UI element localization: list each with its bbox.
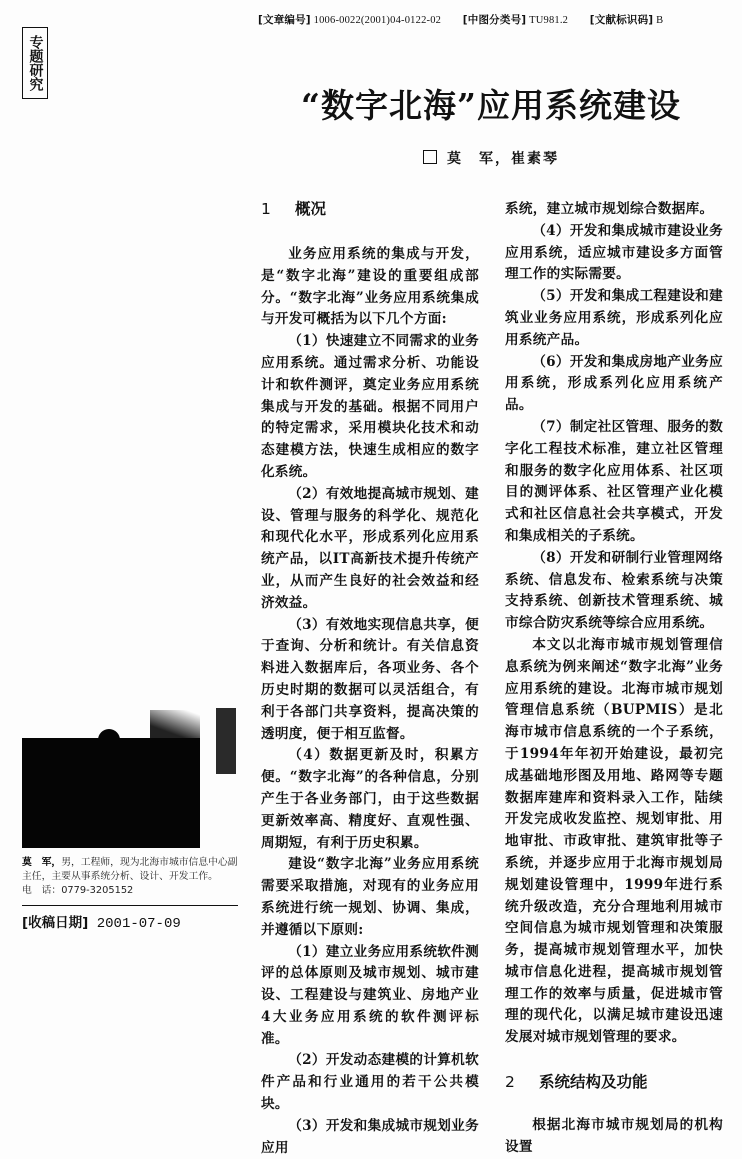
article-number: 1006-0022(2001)04-0122-02	[313, 15, 442, 26]
paragraph: 建设“数字北海”业务应用系统需要采取措施，对现有的业务应用系统进行统一规划、协调、集成，并遵循以下原则:	[261, 856, 479, 938]
paragraph: （4）数据更新及时，积累方便。“数字北海”的各种信息，分别产生于各业务部门，由于这些数据更新效率高、精度好、直观性强、周期短，有利于历史积累。	[261, 747, 479, 851]
document-code-label: [文献标识码]	[589, 14, 654, 26]
bio-text: 男，工程师，现为北海市城市信息中心副主任，主要从事系统分析、设计、开发工作。	[22, 857, 238, 882]
author-photo	[22, 738, 200, 848]
paragraph: （3）开发和集成城市规划业务应用	[261, 1117, 479, 1156]
section-heading	[261, 198, 479, 220]
paragraph: 系统，建立城市规划综合数据库。	[505, 201, 714, 217]
authors: 莫 军，崔素琴	[447, 151, 559, 167]
paragraph: （3）有效地实现信息共享，便于查询、分析和统计。有关信息资料进入数据库后，各项业务、各个历史时期的数据可以灵活组合，有利于各部门共享资料，提高决策的透明度，便于相互监督。	[261, 616, 479, 742]
author-box-icon	[423, 150, 437, 164]
paragraph: 根据北海市城市规划局的机构设置	[505, 1117, 723, 1155]
author-bio	[22, 856, 240, 898]
spacer	[505, 1049, 723, 1071]
section-title: 系统结构及功能	[539, 1073, 648, 1092]
paragraph: 业务应用系统的集成与开发，是“数字北海”建设的重要组成部分。“数字北海”业务应用系统集成与开发可概括为以下几个方面:	[261, 246, 479, 328]
column-tag: 专题研究	[22, 27, 48, 99]
document-code: B	[656, 15, 664, 26]
article-title: “数字北海”应用系统建设	[301, 86, 681, 125]
paragraph: （2）开发动态建模的计算机软件产品和行业通用的若干公共模块。	[261, 1052, 479, 1113]
section-heading	[505, 1071, 723, 1093]
article-metadata	[258, 12, 728, 27]
column-right	[505, 199, 723, 1159]
paragraph: （1）快速建立不同需求的业务应用系统。通过需求分析、功能设计和软件测评，奠定业务应用系统集成与开发的基础。根据不同用户的特定需求，采用模块化技术和动态建模方法，快速生成相应的数字化系统。	[261, 333, 479, 480]
section-number: 1	[261, 200, 271, 218]
article-number-label: [文章编号]	[258, 14, 311, 26]
spacer	[261, 220, 479, 244]
paragraph: （4）开发和集成城市建设业务应用系统，适应城市建设多方面管理工作的实际需要。	[505, 222, 723, 283]
received-date-label: [收稿日期]	[22, 915, 89, 931]
paragraph: （1）建立业务应用系统软件测评的总体原则及城市规划、城市建设、工程建设与建筑业、房地产业4大业务应用系统的软件测评标准。	[261, 943, 479, 1047]
author-photo-edge	[150, 710, 200, 740]
spacer	[505, 1093, 723, 1115]
photo-side-block	[216, 708, 236, 774]
paragraph: 本文以北海市城市规划管理信息系统为例来阐述“数字北海”业务应用系统的建设。北海市城市规划管理信息系统（BUPMIS）是北海市城市信息系统的一个子系统，于1994年年初开始建设，最初完成基础地形图及用地、路网等专题数据库建库和资料录入工作，陆续开发完成收发监控、规划审批、用地审批、市政审批、建筑审批等子系统，并逐步应用于北海市规划局规划建设管理中，1999年进行系统升级改造，充分合理地利用城市空间信息为城市规划管理和决策服务，提高城市规划管理水平，加快城市信息化进程，提高城市规划管理工作的效率与质量，促进城市管理的现代化，以满足城市建设迅速发展对城市规划管理的要求。	[505, 636, 723, 1046]
paragraph: （7）制定社区管理、服务的数字化工程技术标准，建立社区管理和服务的数字化应用体系、社区项目的测评体系、社区管理产业化模式和社区信息社会共享模式，开发和集成相关的子系统。	[505, 418, 723, 544]
paragraph: （2）有效地提高城市规划、建设、管理与服务的科学化、规范化和现代化水平，形成系列化应用系统产品，以IT高新技术提升传统产业，从而产生良好的社会效益和经济效益。	[261, 485, 479, 611]
paragraph: （6）开发和集成房地产业务应用系统，形成系列化应用系统产品。	[505, 353, 723, 414]
section-title: 概况	[295, 200, 327, 218]
bio-name: 莫 军，	[22, 857, 62, 868]
paragraph: （5）开发和集成工程建设和建筑业业务应用系统，形成系列化应用系统产品。	[505, 288, 723, 348]
bio-phone-label: 电 话：	[22, 885, 62, 896]
bio-phone: 0779-3205152	[61, 885, 134, 896]
column-left	[261, 198, 479, 1159]
received-date-line	[22, 911, 181, 932]
paragraph: （8）开发和研制行业管理网络系统、信息发布、检索系统与决策支持系统、创新技术管理系统、城市综合防灾系统等综合应用系统。	[505, 549, 723, 632]
clc-label: [中图分类号]	[462, 14, 527, 26]
footnote-rule	[22, 905, 238, 906]
clc-number: TU981.2	[529, 15, 569, 26]
received-date: 2001-07-09	[96, 916, 181, 932]
section-number: 2	[505, 1073, 515, 1092]
authors-line	[240, 148, 742, 168]
